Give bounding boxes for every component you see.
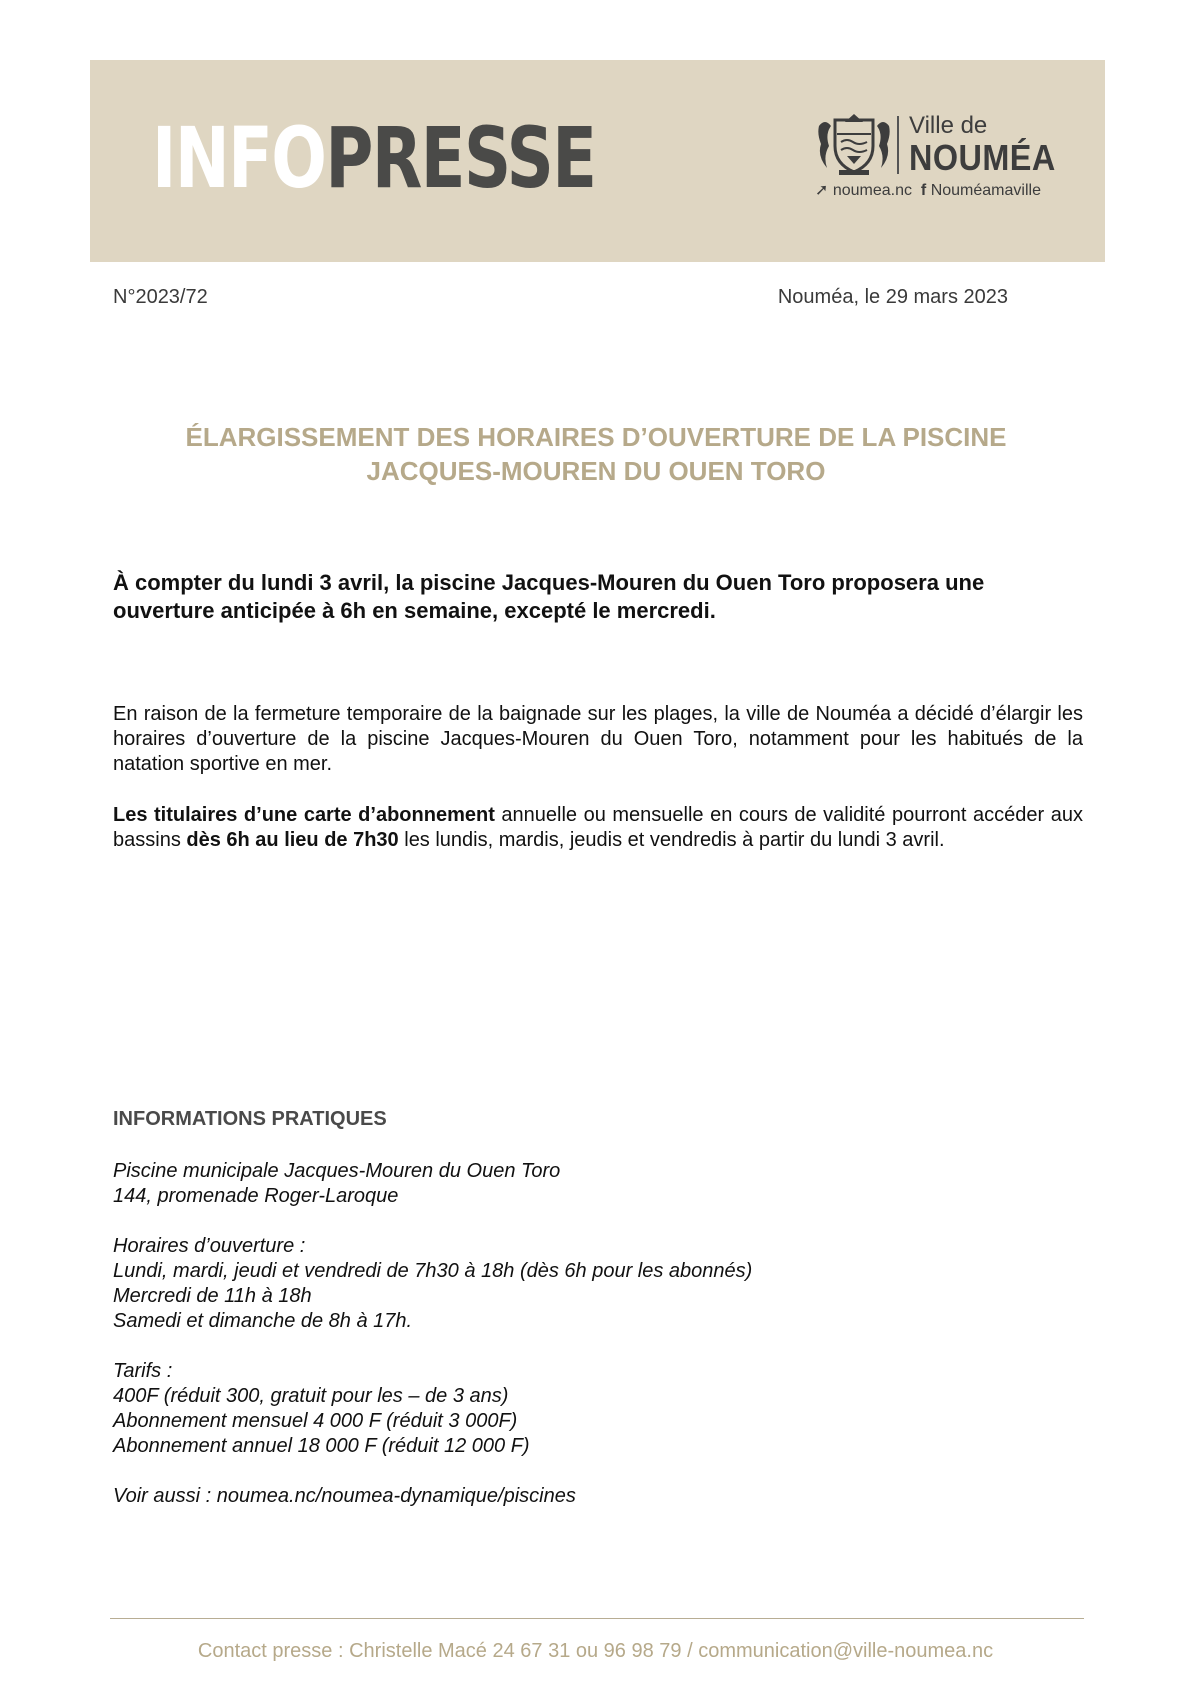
logo-city: NOUMÉA [909, 137, 1056, 178]
title-line-1: ÉLARGISSEMENT DES HORAIRES D’OUVERTURE DE LA PISCINE [185, 422, 1007, 452]
press-contact: Contact presse : Christelle Macé 24 67 31 ou 96 98 79 / communication@ville-noumea.nc [197, 1640, 994, 1662]
title-line-2: JACQUES-MOUREN DU OUEN TORO [366, 456, 826, 486]
location-address: 144, promenade Roger-Laroque [113, 1185, 399, 1207]
city-logo [815, 112, 1075, 202]
rates-line: Abonnement annuel 18 000 F (réduit 12 000 F) [113, 1435, 530, 1457]
rates-heading: Tarifs : [113, 1360, 173, 1382]
hours-heading: Horaires d’ouverture : [113, 1235, 306, 1257]
lead-paragraph: À compter du lundi 3 avril, la piscine Jacques-Mouren du Ouen Toro proposera une ouverture anticipée à 6h en semaine, excepté le mercredi. [113, 570, 985, 623]
info-presse-logo [152, 109, 596, 207]
footer-divider [110, 1618, 1084, 1619]
location-block [113, 1159, 1013, 1209]
send-icon: ➚ [815, 182, 829, 199]
paragraph2-text2: les lundis, mardis, jeudis et vendredis à partir du lundi 3 avril. [398, 829, 945, 851]
rates-block [113, 1359, 1013, 1459]
brand-part1: INFO [152, 109, 326, 207]
coat-of-arms-icon [815, 112, 893, 176]
brand-part2: PRESSE [325, 109, 596, 207]
practical-info [113, 1159, 1013, 1509]
header-banner [90, 60, 1105, 262]
rates-line: Abonnement mensuel 4 000 F (réduit 3 000F) [113, 1410, 518, 1432]
website-link[interactable]: noumea.nc [832, 182, 913, 199]
logo-divider [897, 116, 899, 174]
bold-hours: dès 6h au lieu de 7h30 [186, 829, 399, 851]
practical-info-heading: INFORMATIONS PRATIQUES [113, 1108, 387, 1130]
body-paragraph-1: En raison de la fermeture temporaire de la baignade sur les plages, la ville de Nouméa a décidé d’élargir les horaires d’ouverture de la piscine Jacques-Mouren du Ouen Toro, notamment pour les habitués de la natation sportive en mer. [113, 703, 1083, 775]
hours-line: Mercredi de 11h à 18h [113, 1285, 312, 1307]
hours-line: Lundi, mardi, jeudi et vendredi de 7h30 à 18h (dès 6h pour les abonnés) [113, 1260, 753, 1282]
location-name: Piscine municipale Jacques-Mouren du Ouen Toro [113, 1160, 561, 1182]
facebook-icon: f [920, 182, 927, 199]
page-title [113, 420, 1079, 488]
facebook-link[interactable]: Nouméamaville [930, 182, 1041, 199]
see-also-link[interactable]: Voir aussi : noumea.nc/noumea-dynamique/piscines [113, 1485, 576, 1507]
logo-links [815, 180, 1041, 200]
bold-subscribers: Les titulaires d’une carte d’abonnement [113, 804, 495, 826]
press-release-number: N°2023/72 [113, 286, 208, 308]
paragraph2-text1: annuelle ou mensuelle en cours de validité pourront accéder aux bassins [113, 804, 1083, 851]
rates-line: 400F (réduit 300, gratuit pour les – de 3 ans) [113, 1385, 509, 1407]
press-release-date: Nouméa, le 29 mars 2023 [777, 286, 1008, 308]
body-paragraph-2 [113, 803, 1083, 853]
logo-ville-de: Ville de [909, 112, 988, 139]
hours-block [113, 1234, 1013, 1334]
hours-line: Samedi et dimanche de 8h à 17h. [113, 1310, 413, 1332]
